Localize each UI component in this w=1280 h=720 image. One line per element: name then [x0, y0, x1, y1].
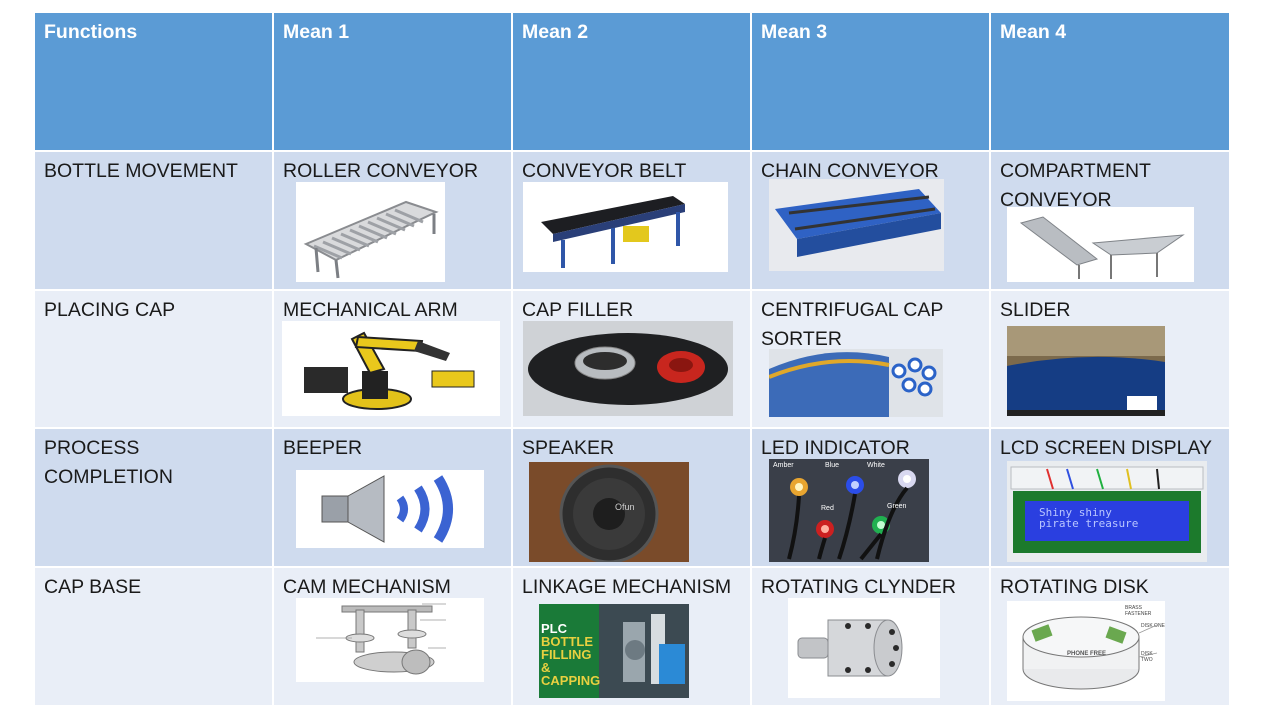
header-functions: Functions — [35, 13, 274, 152]
function-cell-bottle-movement — [35, 152, 274, 291]
mean-cell-led-indicator — [752, 429, 991, 568]
mean-label: ROTATING CLYNDER — [761, 576, 957, 598]
mean-cell-cam-mechanism — [274, 568, 513, 707]
mean-label: CAM MECHANISM — [283, 576, 451, 598]
disk-label-two: DISK TWO — [1141, 651, 1153, 663]
plc-line-1: PLC — [541, 621, 567, 636]
mean-label: COMPARTMENT CONVEYOR — [1000, 160, 1151, 211]
beeper-speaker-icon — [296, 470, 484, 548]
mean-cell-chain-conveyor — [752, 152, 991, 291]
mean-cell-mechanical-arm — [274, 291, 513, 429]
function-cell-placing-cap — [35, 291, 274, 429]
roller-conveyor-image — [296, 182, 445, 282]
cam-mechanism-image — [296, 598, 484, 682]
function-cell-cap-base — [35, 568, 274, 707]
mean-label: CAP FILLER — [522, 299, 634, 321]
mean-cell-roller-conveyor — [274, 152, 513, 291]
mean-cell-beeper — [274, 429, 513, 568]
lcd-text — [1039, 507, 1189, 529]
chain-conveyor-image — [769, 179, 944, 271]
mean-cell-compartment-conveyor — [991, 152, 1231, 291]
mean-cell-rotating-disk — [991, 568, 1231, 707]
led-label-amber: Amber — [773, 462, 794, 469]
led-label-white: White — [867, 462, 885, 469]
mean-label: CHAIN CONVEYOR — [761, 160, 939, 182]
mean-label: LED INDICATOR — [761, 437, 910, 459]
mean-label: BEEPER — [283, 437, 363, 459]
disk-label-brass: BRASS FASTENER — [1125, 605, 1152, 617]
mean-cell-lcd-screen-display — [991, 429, 1231, 568]
function-label: BOTTLE MOVEMENT — [44, 160, 238, 182]
led-label-red: Red — [821, 505, 834, 512]
lcd-screen-image — [1007, 461, 1207, 562]
cap-filler-image — [523, 321, 733, 416]
mean-label: SPEAKER — [522, 437, 615, 459]
speaker-brand-label: Ofun — [615, 502, 635, 512]
header-mean-2: Mean 2 — [513, 13, 752, 152]
header-mean-4: Mean 4 — [991, 13, 1231, 152]
function-label: CAP BASE — [44, 576, 142, 598]
mechanical-arm-image — [282, 321, 500, 416]
slider-image — [1007, 326, 1165, 416]
mean-cell-conveyor-belt — [513, 152, 752, 291]
mean-label: CENTRIFUGAL CAP SORTER — [761, 299, 944, 350]
function-label: PROCESS COMPLETION — [44, 437, 173, 488]
morphological-chart-table — [35, 13, 1231, 707]
mean-cell-linkage-mechanism — [513, 568, 752, 707]
led-indicator-image — [769, 459, 929, 562]
rotating-cylinder-image — [788, 598, 940, 698]
plc-line-4: & CAPPING — [541, 660, 601, 688]
mean-label: ROLLER CONVEYOR — [283, 160, 479, 182]
mean-label: MECHANICAL ARM — [283, 299, 458, 321]
rotating-disk-image — [1007, 601, 1165, 701]
plc-line-3: FILLING — [541, 647, 592, 662]
lcd-line-2: pirate treasure — [1039, 517, 1139, 530]
linkage-mechanism-image — [539, 604, 689, 698]
plc-text — [541, 622, 613, 687]
led-label-green: Green — [887, 503, 907, 510]
conveyor-belt-image — [523, 182, 728, 272]
mean-label: LCD SCREEN DISPLAY — [1000, 437, 1213, 459]
led-label-blue: Blue — [825, 462, 840, 469]
compartment-conveyor-image — [1007, 207, 1194, 282]
header-mean-3: Mean 3 — [752, 13, 991, 152]
mean-cell-cap-filler — [513, 291, 752, 429]
mean-cell-centrifugal-cap-sorter — [752, 291, 991, 429]
function-cell-process-completion — [35, 429, 274, 568]
mean-label: SLIDER — [1000, 299, 1071, 321]
function-label: PLACING CAP — [44, 299, 176, 321]
lcd-line-1: Shiny shiny — [1039, 506, 1112, 519]
disk-label-phone-free: PHONE FREE — [1067, 651, 1107, 657]
header-mean-1: Mean 1 — [274, 13, 513, 152]
mean-label: CONVEYOR BELT — [522, 160, 687, 182]
mean-label: ROTATING DISK — [1000, 576, 1149, 598]
mean-cell-speaker — [513, 429, 752, 568]
mean-cell-slider — [991, 291, 1231, 429]
disk-label-one: DISK ONE — [1141, 623, 1165, 629]
speaker-image — [529, 462, 689, 562]
centrifugal-cap-sorter-image — [769, 349, 943, 417]
mean-cell-rotating-cylinder — [752, 568, 991, 707]
plc-line-2: BOTTLE — [541, 634, 593, 649]
mean-label: LINKAGE MECHANISM — [522, 576, 732, 598]
